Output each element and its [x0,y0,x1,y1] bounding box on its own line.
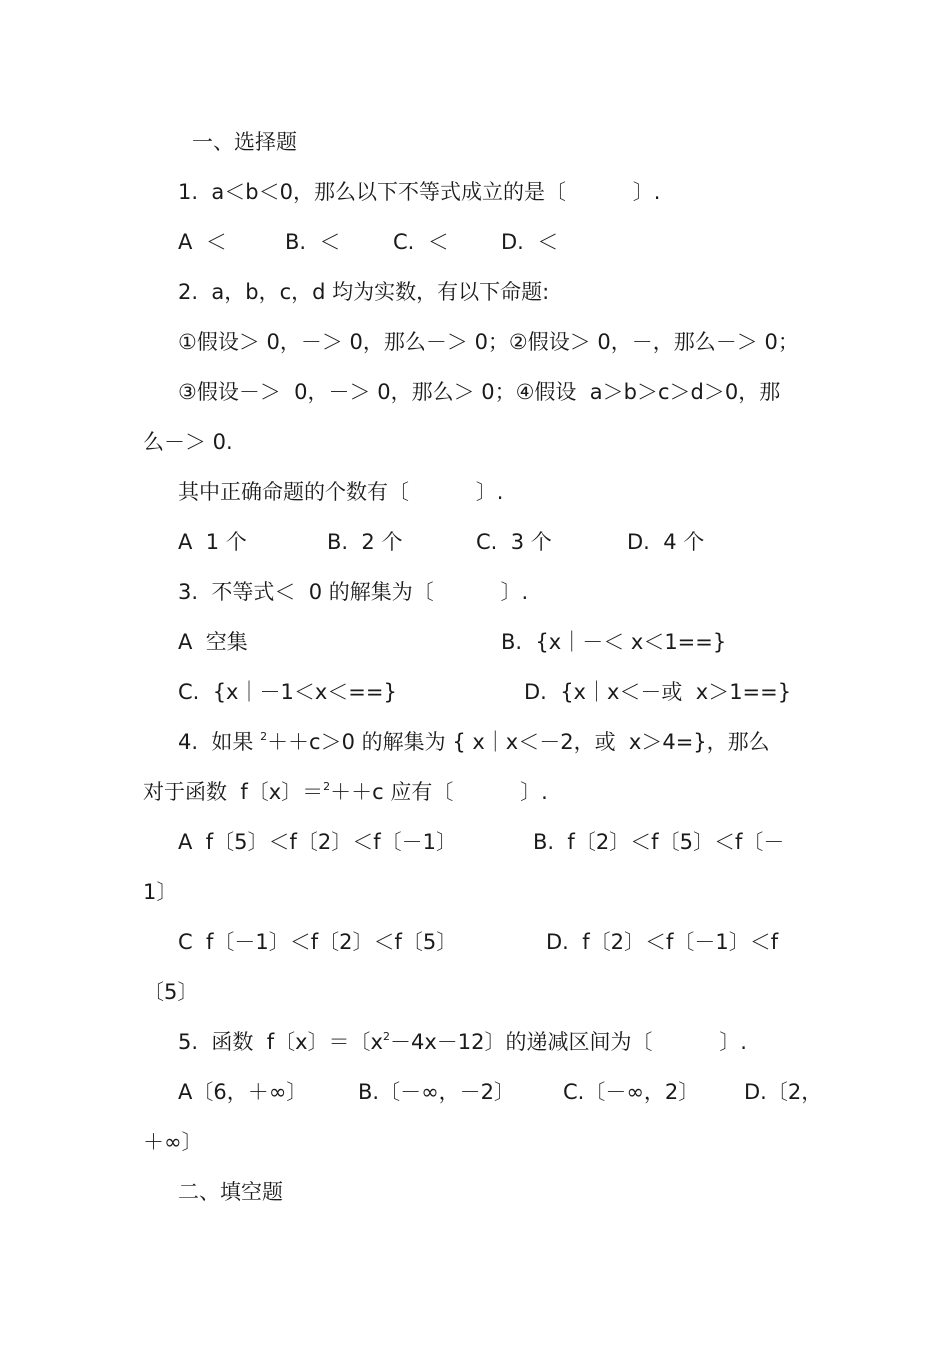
q4-option-b: B. f〔2〕＜f〔5〕＜f〔－ [533,830,785,854]
q4-stem-line-1: 4. 如果 $^2$＋＋c＞0 的解集为 { x｜x＜－2，或 x＞4=}，那么 [178,730,770,754]
q2-stem: 2. a，b，c，d 均为实数，有以下命题: [178,280,550,304]
q4-stem-line-2: 对于函数 f〔x〕＝$^2$＋＋c 应有〔 〕. [143,780,548,804]
section2-title: 二、填空题 [178,1180,283,1204]
q5-option-c: C.〔－∞，2〕 [563,1080,700,1104]
q4-option-d: D. f〔2〕＜f〔－1〕＜f [546,930,779,954]
q2-option-a: A 1 个 [178,530,247,554]
q4-option-b-cont: 1〕 [143,880,178,904]
q5-option-d-cont: ＋∞〕 [143,1130,203,1154]
q2-line-2: ③假设－＞ 0，－＞ 0，那么＞ 0；④假设 a＞b＞c＞d＞0，那 [178,380,781,404]
q3-option-b: B. {x｜－＜ x＜1==} [501,630,727,654]
q5-option-a: A〔6，＋∞〕 [178,1080,308,1104]
q4-option-a: A f〔5〕＜f〔2〕＜f〔－1〕 [178,830,457,854]
q2-option-c: C. 3 个 [476,530,552,554]
q2-option-b: B. 2 个 [327,530,403,554]
q1-option-d: D. ＜ [501,230,559,254]
q1-option-b: B. ＜ [285,230,341,254]
q1-option-c: C. ＜ [393,230,449,254]
q2-option-d: D. 4 个 [627,530,705,554]
q5-option-d: D.〔2， [744,1080,823,1104]
q2-line-3: 么－＞ 0. [143,430,233,454]
q3-option-c: C. {x｜－1＜x＜==} [178,680,397,704]
q2-line-1: ①假设＞ 0，－＞ 0，那么－＞ 0；②假设＞ 0，－，那么－＞ 0； [178,330,799,354]
q1-option-a: A ＜ [178,230,227,254]
q2-question: 其中正确命题的个数有〔 〕. [178,480,504,504]
q5-option-b: B.〔－∞，－2〕 [358,1080,515,1104]
q3-stem: 3. 不等式＜ 0 的解集为〔 〕. [178,580,529,604]
q1-stem: 1. a＜b＜0，那么以下不等式成立的是〔 〕. [178,180,661,204]
q4-option-c: C f〔－1〕＜f〔2〕＜f〔5〕 [178,930,458,954]
q3-option-a: A 空集 [178,630,248,654]
section1-title: 一、选择题 [192,130,297,154]
q5-stem: 5. 函数 f〔x〕＝〔$x^2-4x-12$〕的递减区间为〔 〕. [178,1030,747,1054]
q4-option-d-cont: 〔5〕 [143,980,199,1004]
q3-option-d: D. {x｜x＜－或 x＞1==} [524,680,792,704]
